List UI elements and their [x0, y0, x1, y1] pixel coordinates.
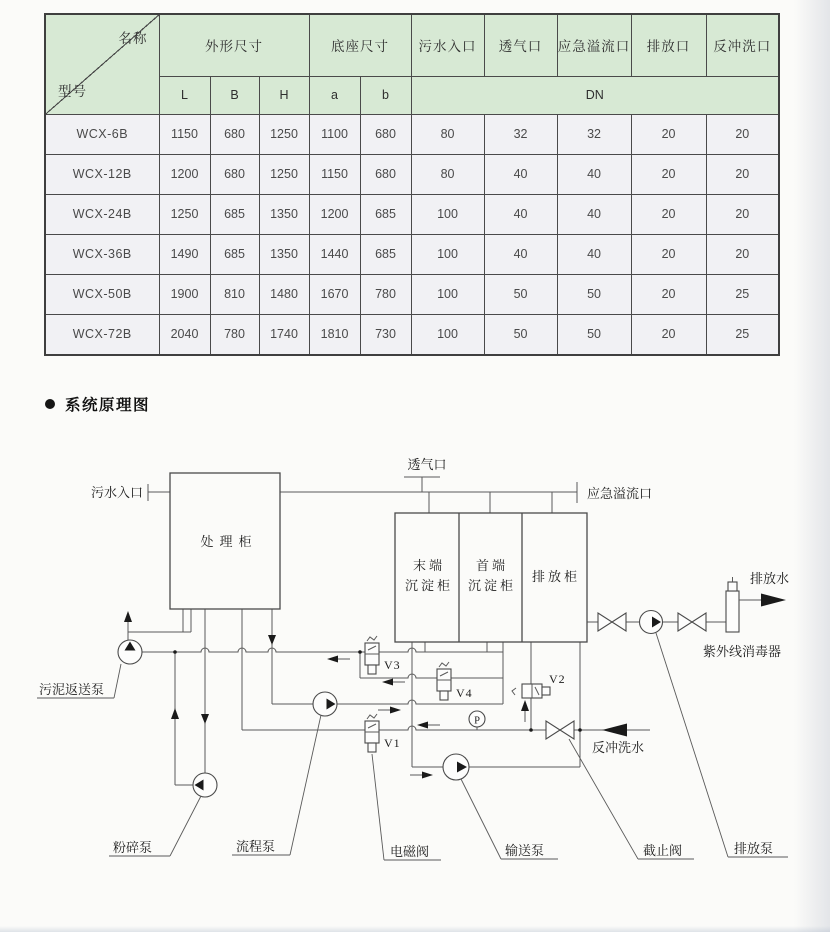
callout-crusher-pump	[109, 796, 201, 856]
value-cell: 20	[706, 154, 779, 194]
uv-sterilizer-symbol	[726, 577, 739, 632]
solenoid-valve-v2	[512, 672, 566, 698]
value-cell: 780	[360, 274, 411, 314]
subheader-a: a	[309, 76, 360, 114]
header-discharge: 排放口	[631, 14, 706, 76]
pipes	[128, 477, 727, 785]
value-cell: 680	[210, 154, 259, 194]
value-cell: 1900	[159, 274, 210, 314]
value-cell: 20	[631, 234, 706, 274]
discharge-water-outlet	[739, 571, 789, 607]
crusher-pump-symbol	[193, 773, 217, 797]
solenoid-valve-v4	[437, 662, 473, 700]
sewage-inlet-label: 污水入口	[90, 485, 143, 500]
process-pump-symbol	[313, 692, 337, 716]
value-cell: 685	[360, 194, 411, 234]
value-cell: 20	[631, 154, 706, 194]
value-cell: 100	[411, 274, 484, 314]
header-overflow: 应急溢流口	[557, 14, 631, 76]
discharge-valve-1	[598, 613, 626, 631]
value-cell: 2040	[159, 314, 210, 355]
value-cell: 100	[411, 234, 484, 274]
subheader-dn: DN	[411, 76, 779, 114]
callout-process-pump	[232, 715, 321, 855]
value-cell: 50	[557, 314, 631, 355]
stop-valve-symbol	[546, 721, 574, 739]
value-cell: 1250	[259, 154, 309, 194]
value-cell: 1250	[159, 194, 210, 234]
backwash-water-label: 反冲洗水	[592, 740, 645, 755]
end-tank-label-1: 末端	[412, 558, 446, 573]
value-cell: 100	[411, 194, 484, 234]
treatment-cabinet-box	[170, 473, 280, 609]
value-cell: 1350	[259, 234, 309, 274]
subheader-H: H	[259, 76, 309, 114]
model-cell: WCX-36B	[45, 234, 159, 274]
value-cell: 20	[631, 274, 706, 314]
value-cell: 20	[631, 114, 706, 154]
value-cell: 40	[484, 194, 557, 234]
callout-transfer-pump	[461, 779, 558, 859]
process-pump-label: 流程泵	[236, 839, 276, 854]
corner-label-model: 型号	[58, 83, 87, 99]
header-sewage-inlet: 污水入口	[411, 14, 484, 76]
value-cell: 680	[210, 114, 259, 154]
model-cell: WCX-50B	[45, 274, 159, 314]
front-tank-label-2: 沉淀柜	[467, 578, 517, 593]
sedimentation-tank-box	[395, 513, 587, 642]
value-cell: 1810	[309, 314, 360, 355]
callout-sludge-return-pump	[37, 664, 121, 698]
value-cell: 32	[557, 114, 631, 154]
value-cell: 780	[210, 314, 259, 355]
value-cell: 1490	[159, 234, 210, 274]
value-cell: 685	[210, 234, 259, 274]
value-cell: 1200	[309, 194, 360, 234]
discharge-cabinet-label: 排放柜	[531, 569, 581, 584]
value-cell: 20	[706, 234, 779, 274]
model-cell: WCX-72B	[45, 314, 159, 355]
value-cell: 1150	[309, 154, 360, 194]
value-cell: 1440	[309, 234, 360, 274]
uv-sterilizer-label: 紫外线消毒器	[703, 644, 782, 659]
transfer-pump-label: 输送泵	[505, 843, 545, 858]
value-cell: 20	[706, 194, 779, 234]
subheader-B: B	[210, 76, 259, 114]
value-cell: 100	[411, 314, 484, 355]
v4-label: V4	[456, 686, 473, 700]
discharge-pump-label: 排放泵	[734, 841, 774, 856]
value-cell: 50	[557, 274, 631, 314]
header-outline-size: 外形尺寸	[159, 14, 309, 76]
v3-label: V3	[384, 658, 401, 672]
value-cell: 40	[484, 154, 557, 194]
value-cell: 1250	[259, 114, 309, 154]
value-cell: 680	[360, 154, 411, 194]
crusher-pump-label: 粉碎泵	[113, 840, 153, 855]
value-cell: 32	[484, 114, 557, 154]
vent-label: 透气口	[407, 457, 447, 472]
front-tank-label-1: 首端	[475, 558, 509, 573]
model-cell: WCX-24B	[45, 194, 159, 234]
callout-discharge-pump	[656, 633, 788, 857]
subheader-L: L	[159, 76, 210, 114]
value-cell: 80	[411, 114, 484, 154]
subheader-b: b	[360, 76, 411, 114]
value-cell: 40	[484, 234, 557, 274]
stop-valve-label: 截止阀	[643, 843, 683, 858]
value-cell: 1150	[159, 114, 210, 154]
transfer-pump-symbol	[443, 754, 469, 780]
value-cell: 1480	[259, 274, 309, 314]
value-cell: 20	[631, 194, 706, 234]
value-cell: 40	[557, 194, 631, 234]
value-cell: 685	[360, 234, 411, 274]
discharge-water-label: 排放水	[750, 571, 790, 586]
value-cell: 50	[484, 274, 557, 314]
corner-label-name: 名称	[118, 31, 148, 46]
value-cell: 40	[557, 234, 631, 274]
header-backwash: 反冲洗口	[706, 14, 779, 76]
sludge-return-pump-symbol	[118, 640, 142, 664]
flow-arrows	[124, 611, 650, 779]
value-cell: 1200	[159, 154, 210, 194]
header-base-size: 底座尺寸	[309, 14, 411, 76]
header-vent: 透气口	[484, 14, 557, 76]
gauge-label: P	[474, 715, 480, 727]
v2-label: V2	[549, 672, 566, 686]
model-cell: WCX-12B	[45, 154, 159, 194]
overflow-label: 应急溢流口	[587, 486, 653, 501]
model-cell: WCX-6B	[45, 114, 159, 154]
callout-stop-valve	[569, 739, 694, 859]
value-cell: 685	[210, 194, 259, 234]
value-cell: 40	[557, 154, 631, 194]
value-cell: 20	[631, 314, 706, 355]
value-cell: 50	[484, 314, 557, 355]
pressure-gauge	[469, 711, 485, 730]
value-cell: 1100	[309, 114, 360, 154]
end-tank-label-2: 沉淀柜	[404, 578, 454, 593]
scan-edge-shadow	[794, 0, 830, 932]
value-cell: 20	[706, 114, 779, 154]
scan-bottom-shadow	[0, 926, 830, 932]
value-cell: 1350	[259, 194, 309, 234]
value-cell: 730	[360, 314, 411, 355]
value-cell: 25	[706, 314, 779, 355]
sludge-return-pump-label: 污泥返送泵	[39, 682, 105, 697]
value-cell: 1740	[259, 314, 309, 355]
value-cell: 1670	[309, 274, 360, 314]
discharge-valve-2	[678, 613, 706, 631]
value-cell: 25	[706, 274, 779, 314]
solenoid-valve-v1	[365, 714, 401, 752]
treatment-cabinet-label: 处理柜	[200, 534, 258, 549]
value-cell: 680	[360, 114, 411, 154]
solenoid-valve-label: 电磁阀	[390, 844, 430, 859]
value-cell: 810	[210, 274, 259, 314]
section-title: 系统原理图	[65, 397, 151, 414]
value-cell: 80	[411, 154, 484, 194]
v1-label: V1	[384, 736, 401, 750]
callout-solenoid-valve	[372, 754, 441, 860]
discharge-pump-symbol	[640, 611, 663, 634]
